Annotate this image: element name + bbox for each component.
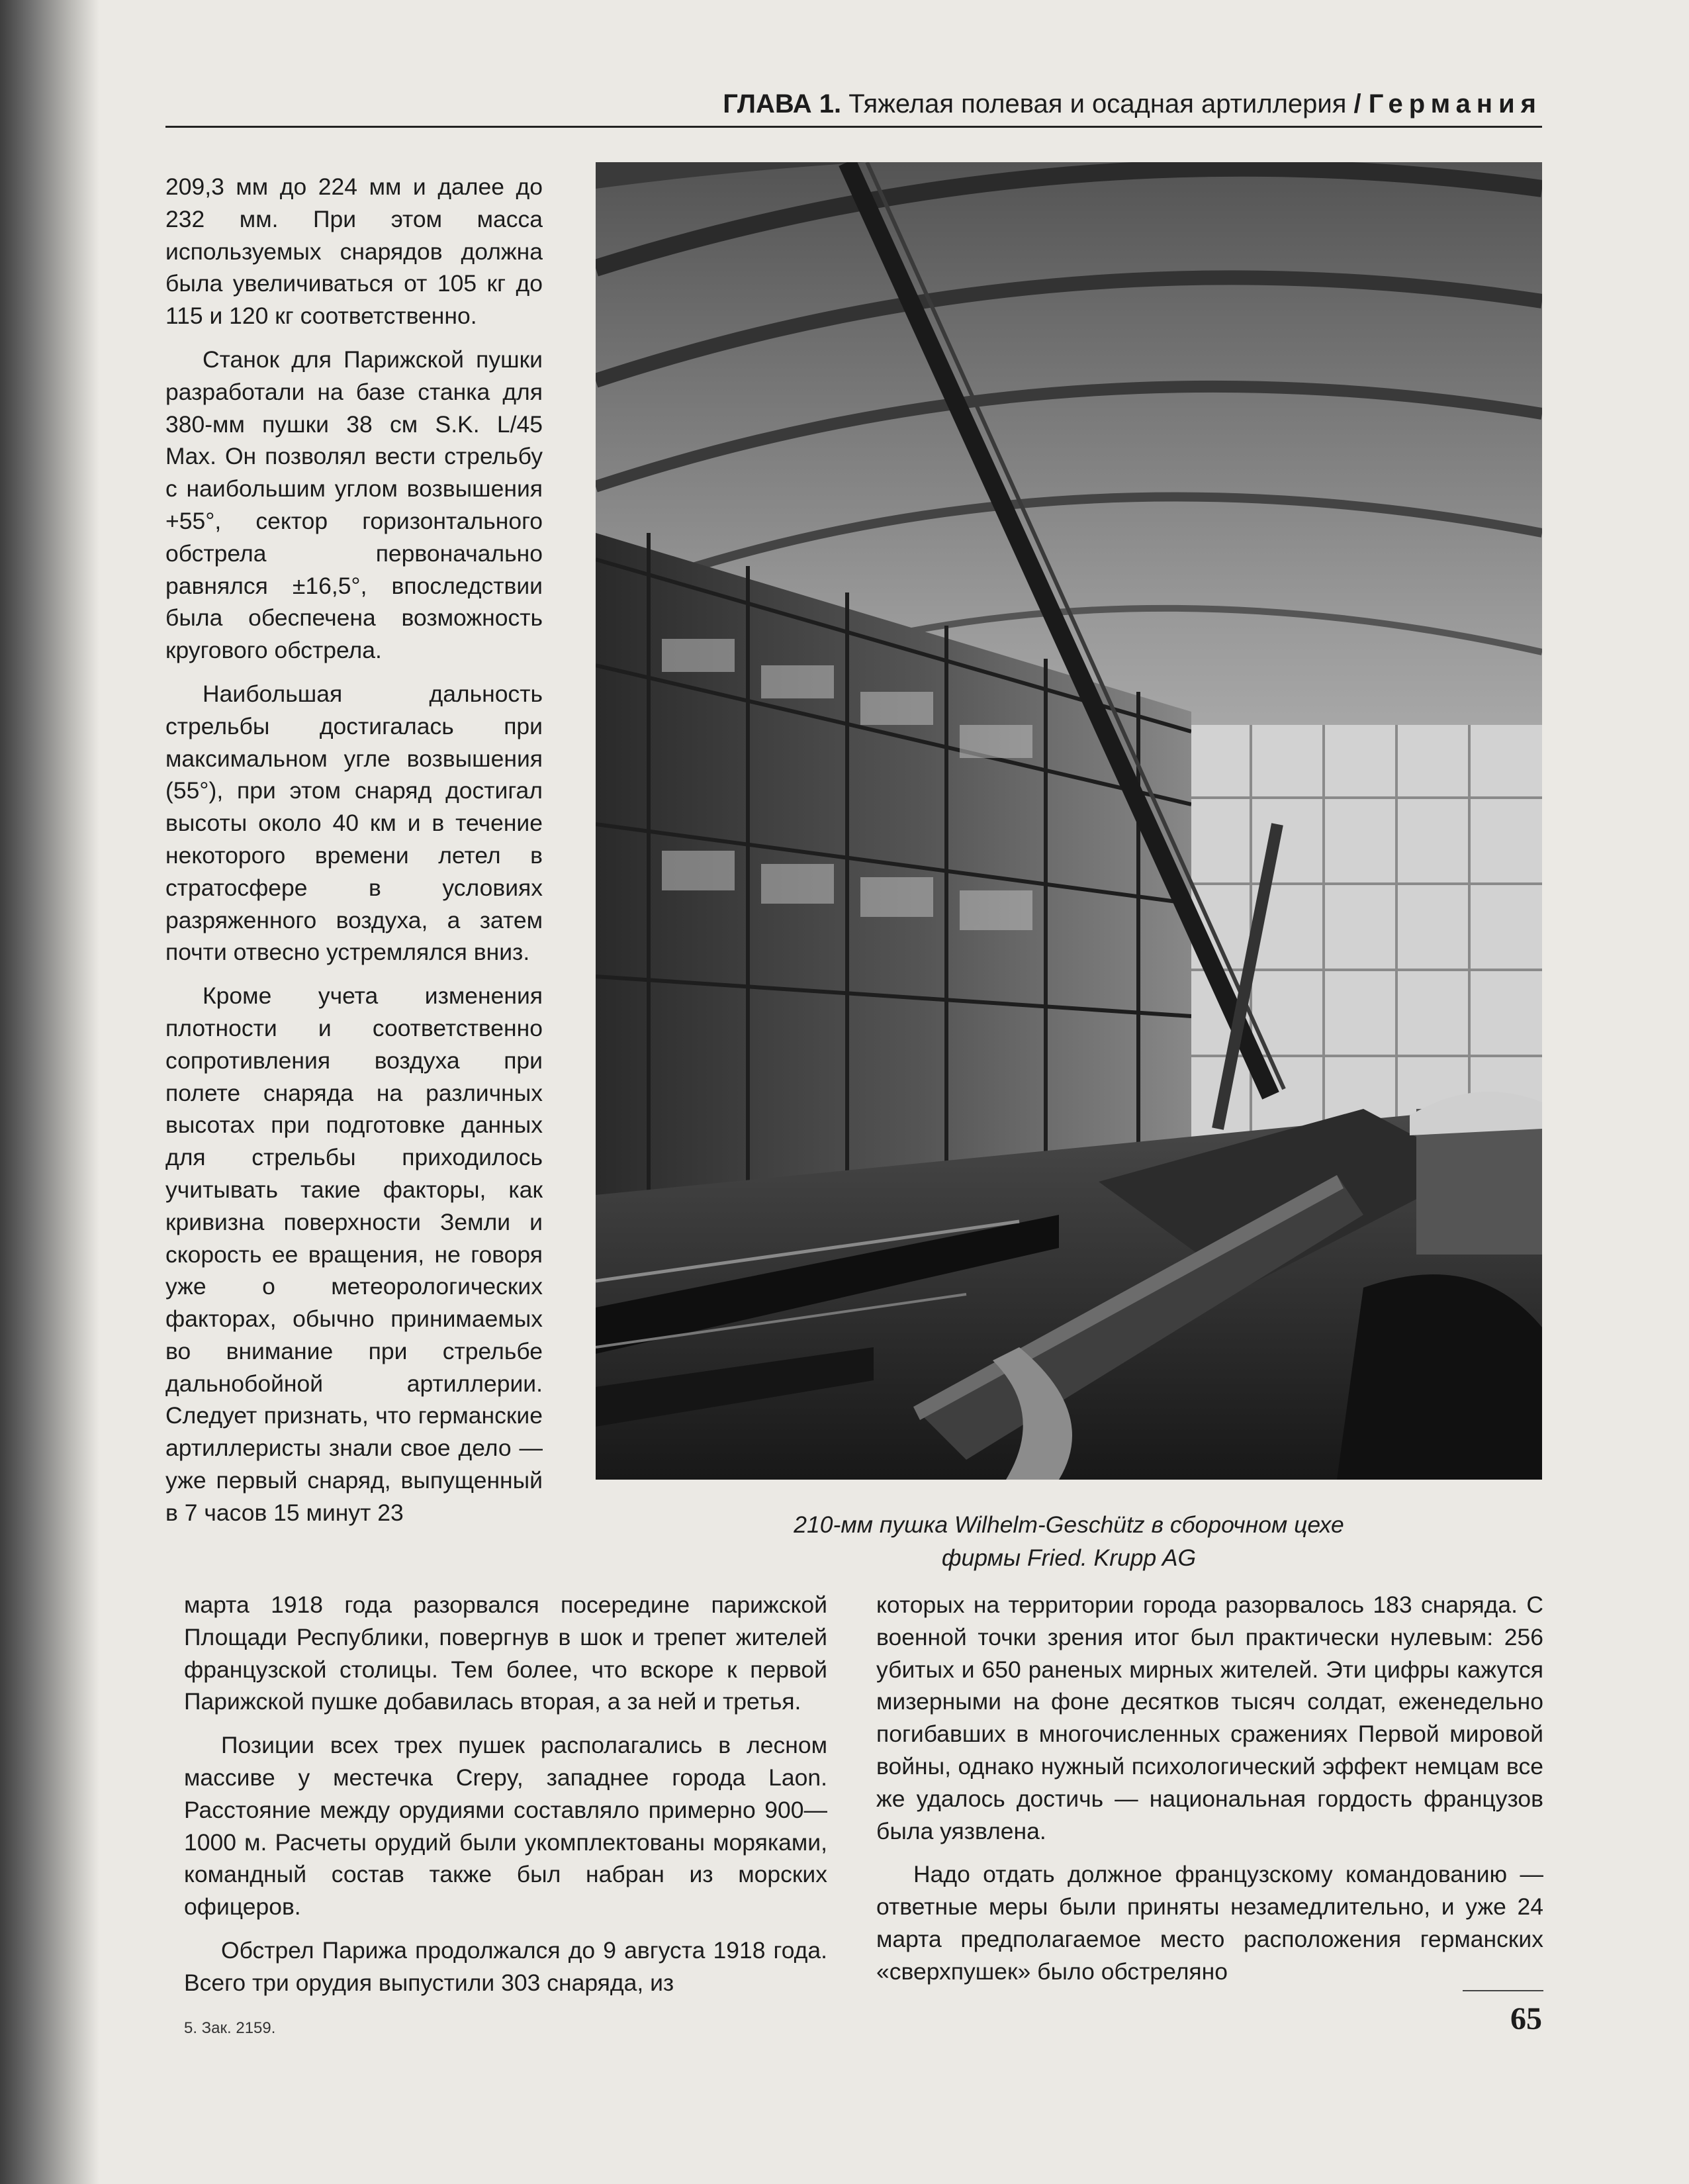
paragraph: Кроме учета изменения плотности и соответственно сопротивления воздуха при полете снаряда на различных высотах при подготовке данных для стрельбы приходилось учитывать такие факторы, как кривизна поверхности Земли и скорость ее вращения, не говоря уже о метеорологических факторах, обычно принимаемых во внимание при стрельбе дальнобойной артиллерии. Следует признать, что германские артиллеристы знали свое дело — уже первый снаряд, выпущенный в 7 часов 15 минут 23 xyxy=(165,982,543,1526)
photo-caption xyxy=(596,1508,1542,1574)
paragraph: Наибольшая дальность стрельбы достигалась при максимальном угле возвышения (55°), при этом снаряд достигал высоты около 40 км и в течение некоторого времени летел в стратосфере в условиях разряженного воздуха, а затем почти отвесно устремлялся вниз. xyxy=(165,680,543,966)
right-column-text xyxy=(876,1589,1543,1999)
left-column-text xyxy=(165,171,543,1541)
paragraph: Станок для Парижской пушки разработали на базе станка для 380-мм пушки 38 см S.K. L/45 Max. Он позволял вести стрельбу с наибольшим углом возвышения +55°, сектор горизонтального обстрела первоначально равнялся ±16,5°, впоследствии была обеспечена возможность кругового обстрела. xyxy=(165,346,543,664)
chapter-label: ГЛАВА 1. xyxy=(723,89,842,119)
paragraph: которых на территории города разорвалось 183 снаряда. С военной точки зрения итог был практически нулевым: 256 убитых и 650 раненых мирных жителей. Эти цифры кажутся мизерными на фоне десятков тысяч солдат, еженедельно погибавших в многочисленных сражениях Первой мировой войны, однако нужный психологический эффект немцам все же удалось достичь — национальная гордость французов была уязвлена. xyxy=(876,1591,1543,1844)
paragraph: Надо отдать должное французскому командованию — ответные меры были приняты незамедлительно, и уже 24 марта предполагаемое место расположения германских «сверхпушек» было обстреляно xyxy=(876,1861,1543,1985)
print-order-note: 5. Зак. 2159. xyxy=(184,2019,276,2037)
footer-rule xyxy=(1463,1990,1543,1991)
paragraph: Обстрел Парижа продолжался до 9 августа 1918 года. Всего три орудия выпустили 303 снаряда, из xyxy=(184,1936,827,1996)
paragraph: марта 1918 года разорвался посередине парижской Площади Республики, повергнув в шок и трепет жителей французской столицы. Тем более, что вскоре к первой Парижской пушке добавилась вторая, а за ней и третья. xyxy=(184,1591,827,1715)
caption-line: 210-мм пушка Wilhelm-Geschütz в сборочном цехе xyxy=(794,1511,1344,1538)
page-number: 65 xyxy=(1510,2001,1542,2036)
factory-photo xyxy=(596,162,1542,1480)
paragraph: Позиции всех трех пушек располагались в лесном массиве у местечка Crepy, западнее города Laon. Расстояние между орудиями составляло примерно 900—1000 м. Расчеты орудий были укомплектованы моряками, командный состав также был набран из морских офицеров. xyxy=(184,1732,827,1921)
header-rule xyxy=(165,126,1542,128)
running-header xyxy=(165,85,1542,123)
bottom-left-column-text xyxy=(184,1589,827,2011)
country-name: Германия xyxy=(1368,89,1542,119)
chapter-title: Тяжелая полевая и осадная артиллерия xyxy=(848,89,1347,119)
header-separator: / xyxy=(1353,89,1361,119)
paragraph: 209,3 мм до 224 мм и далее до 232 мм. При этом масса используемых снарядов должна была увеличиваться от 105 кг до 115 и 120 кг соответственно. xyxy=(165,173,543,330)
caption-line: фирмы Fried. Krupp AG xyxy=(941,1544,1197,1571)
binding-shadow xyxy=(0,0,99,2184)
